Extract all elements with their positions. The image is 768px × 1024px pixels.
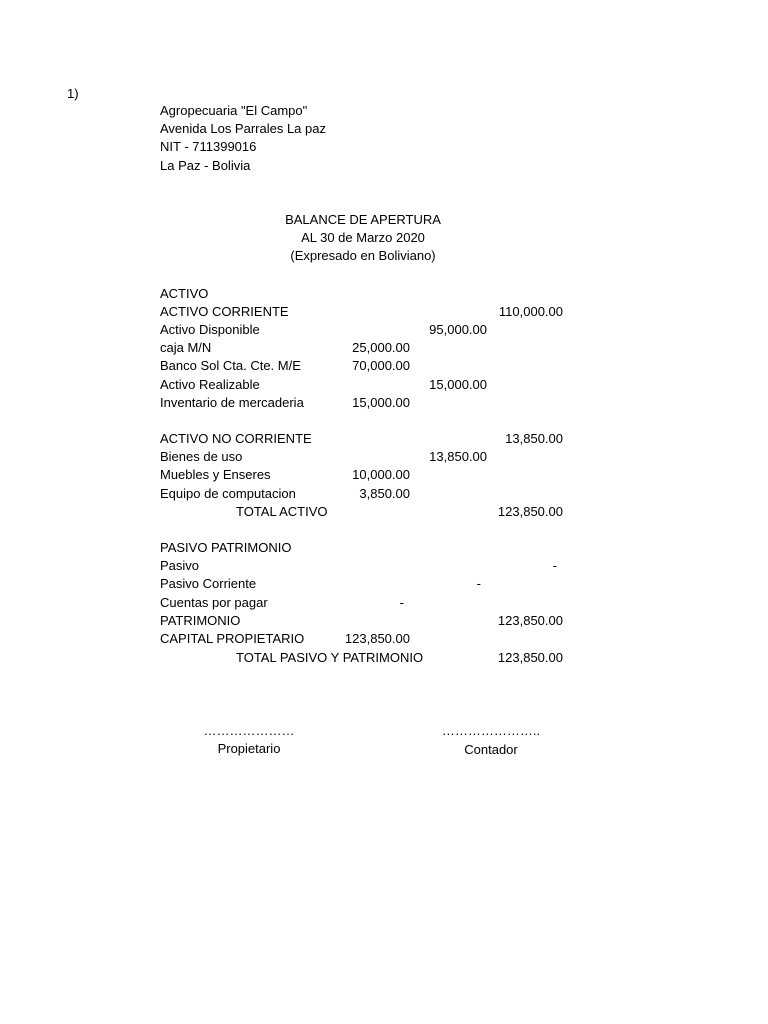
- row-subtotal-value: 13,850.00: [429, 449, 487, 464]
- report-currency-note: (Expresado en Boliviano): [290, 248, 436, 263]
- row-total-value: 13,850.00: [505, 431, 563, 446]
- row-label: Activo Realizable: [160, 377, 260, 392]
- row-detail-value: 3,850.00: [359, 486, 410, 501]
- row-label: Inventario de mercaderia: [160, 395, 304, 410]
- row-label: ACTIVO: [160, 286, 209, 301]
- row-total-value: 110,000.00: [498, 304, 563, 319]
- owner-signature-label: Propietario: [217, 741, 281, 756]
- row-label: PATRIMONIO: [160, 613, 241, 628]
- owner-signature-line: …………………: [203, 723, 295, 738]
- row-detail-value: 25,000.00: [352, 340, 410, 355]
- row-label: Bienes de uso: [160, 449, 243, 464]
- row-subtotal-value: -: [476, 576, 481, 591]
- company-address: Avenida Los Parrales La paz: [160, 121, 326, 136]
- row-subtotal-value: 95,000.00: [429, 322, 487, 337]
- company-location: La Paz - Bolivia: [160, 158, 251, 173]
- row-label: PASIVO PATRIMONIO: [160, 540, 292, 555]
- row-detail-value: -: [399, 595, 404, 610]
- total-activo-label: TOTAL ACTIVO: [236, 504, 328, 519]
- row-label: Pasivo Corriente: [160, 576, 257, 591]
- company-nit: NIT - 711399016: [160, 139, 257, 154]
- row-label: ACTIVO CORRIENTE: [160, 304, 289, 319]
- row-label: caja M/N: [160, 340, 212, 355]
- total-pasivo-patrimonio-label: TOTAL PASIVO Y PATRIMONIO: [236, 650, 424, 665]
- row-label: Cuentas por pagar: [160, 595, 268, 610]
- row-label: Equipo de computacion: [160, 486, 296, 501]
- report-title: BALANCE DE APERTURA: [285, 212, 441, 227]
- row-detail-value: 10,000.00: [352, 467, 410, 482]
- report-date: AL 30 de Marzo 2020: [301, 230, 425, 245]
- exercise-number: 1): [67, 86, 79, 101]
- row-detail-value: 123,850.00: [344, 631, 410, 646]
- row-label: Activo Disponible: [160, 322, 260, 337]
- row-label: Muebles y Enseres: [160, 467, 271, 482]
- accountant-signature-label: Contador: [464, 742, 518, 757]
- total-pasivo-patrimonio-value: 123,850.00: [497, 650, 563, 665]
- row-label: Banco Sol Cta. Cte. M/E: [160, 358, 301, 373]
- row-total-value: -: [552, 558, 557, 573]
- total-activo-value: 123,850.00: [497, 504, 563, 519]
- row-subtotal-value: 15,000.00: [429, 377, 487, 392]
- company-name: Agropecuaria "El Campo": [160, 103, 308, 118]
- row-label: Pasivo: [160, 558, 200, 573]
- row-total-value: 123,850.00: [497, 613, 563, 628]
- row-detail-value: 70,000.00: [352, 358, 410, 373]
- row-label: CAPITAL PROPIETARIO: [160, 631, 305, 646]
- row-detail-value: 15,000.00: [352, 395, 410, 410]
- accountant-signature-line: …………………..: [441, 723, 541, 738]
- row-label: ACTIVO NO CORRIENTE: [160, 431, 312, 446]
